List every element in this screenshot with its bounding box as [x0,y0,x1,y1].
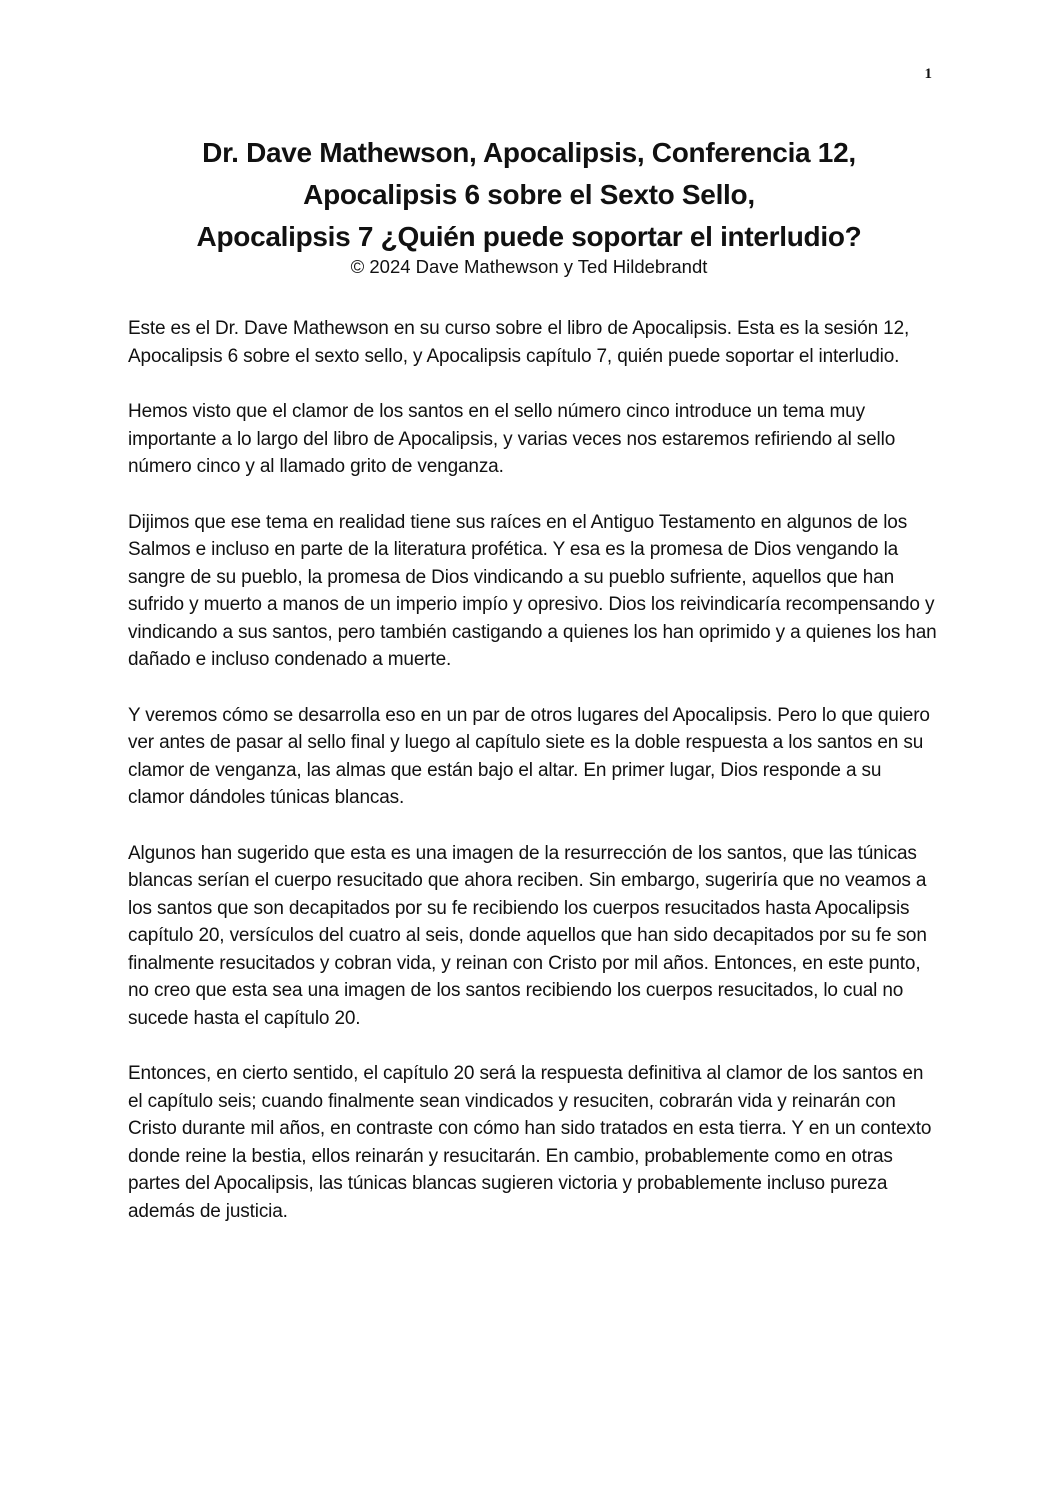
title-block [90,132,968,278]
paragraph-4: Y veremos cómo se desarrolla eso en un par de otros lugares del Apocalipsis. Pero lo que quiero ver antes de pasar al sello final y luego al capítulo siete es la doble respuesta a los santos en su clamor de venganza, las almas que están bajo el altar. En primer lugar, Dios responde a su clamor dándoles túnicas blancas. [128,704,930,808]
copyright-notice: © 2024 Dave Mathewson y Ted Hildebrandt [350,256,708,277]
page-title-line-2: Apocalipsis 6 sobre el Sexto Sello, [303,179,755,210]
paragraph-6: Entonces, en cierto sentido, el capítulo 20 será la respuesta definitiva al clamor de los santos en el capítulo seis; cuando finalmente sean vindicados y resuciten, cobrarán vida y reinarán con Cristo durante mil años, en contraste con cómo han sido tratados en esta tierra. Y en un contexto donde reine la bestia, ellos reinarán y resucitarán. En cambio, probablemente como en otras partes del Apocalipsis, las túnicas blancas sugieren victoria y probablemente incluso pureza además de justicia. [128,1063,932,1222]
paragraph-5: Algunos han sugerido que esta es una imagen de la resurrección de los santos, que las túnicas blancas serían el cuerpo resucitado que ahora reciben. Sin embargo, sugeriría que no veamos a los santos que son decapitados por su fe recibiendo los cuerpos resucitados hasta Apocalipsis capítulo 20, versículos del cuatro al seis, donde aquellos que han sido decapitados por su fe son finalmente resucitados y cobran vida, y reinan con Cristo por mil años. Entonces, en este punto, no creo que esta sea una imagen de los santos recibiendo los cuerpos resucitados, lo cual no sucede hasta el capítulo 20. [128,842,927,1029]
document-body [128,315,938,1253]
page-number: 1 [924,66,932,82]
paragraph-2: Hemos visto que el clamor de los santos en el sello número cinco introduce un tema muy importante a lo largo del libro de Apocalipsis, y varias veces nos estaremos refiriendo al sello número cinco y al llamado grito de venganza. [128,401,896,477]
page-title-line-1: Dr. Dave Mathewson, Apocalipsis, Conferencia 12, [202,137,856,168]
paragraph-1: Este es el Dr. Dave Mathewson en su curso sobre el libro de Apocalipsis. Esta es la sesión 12, Apocalipsis 6 sobre el sexto sello, y Apocalipsis capítulo 7, quién puede soportar el interludio. [128,318,910,367]
paragraph-3: Dijimos que ese tema en realidad tiene sus raíces en el Antiguo Testamento en algunos de los Salmos e incluso en parte de la literatura profética. Y esa es la promesa de Dios vengando la sangre de su pueblo, la promesa de Dios vindicando a su pueblo sufriente, aquellos que han sufrido y muerto a manos de un imperio impío y opresivo. Dios los reivindicaría recompensando y vindicando a sus santos, pero también castigando a quienes los han oprimido y a quienes los han dañado e incluso condenado a muerte. [128,511,937,670]
page-title-line-3: Apocalipsis 7 ¿Quién puede soportar el interludio? [196,221,862,252]
